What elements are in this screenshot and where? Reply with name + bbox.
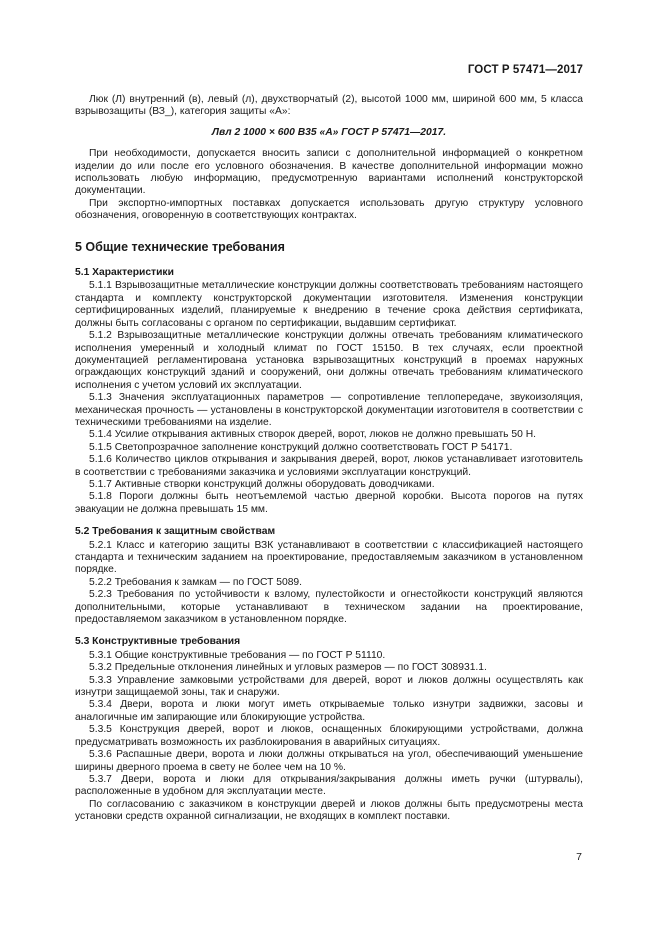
subsection-5-3-title: 5.3 Конструктивные требования	[75, 636, 241, 648]
closing-paragraph: По согласованию с заказчиком в конструкции дверей и люков должны быть предусмотрены места установки средств охранной сигнализации, не входящих в комплект поставки.	[75, 798, 583, 823]
designation-example: Лвл 2 1000 × 600 В35 «А» ГОСТ Р 57471—2017.	[211, 126, 447, 138]
clause-5-3-6: 5.3.6 Распашные двери, ворота и люки должны открываться на угол, обеспечивающий уменьшение ширины дверного проема в свету не более чем на 10 %.	[75, 749, 583, 773]
intro-paragraph-3: При экспортно-импортных поставках допускается использовать другую структуру условного обозначения, оговоренную в соответствующих контрактах.	[75, 197, 583, 222]
clause-5-3-7: 5.3.7 Двери, ворота и люки для открывания/закрывания должны иметь ручки (штурвалы), расположенные в удобном для эксплуатации месте.	[75, 773, 583, 798]
document-body	[75, 94, 583, 824]
clause-5-1-5: 5.1.5 Светопрозрачное заполнение конструкций должно соответствовать ГОСТ Р 54171.	[89, 441, 513, 453]
clause-5-3-5: 5.3.5 Конструкция дверей, ворот и люков, оснащенных блокирующими устройствами, должна предусматривать возможность их разблокирования в аварийных ситуациях.	[75, 724, 583, 748]
clause-5-2-3: 5.2.3 Требования по устойчивости к взлому, пулестойкости и огнестойкости конструкций являются дополнительными, которые устанавливают в техническом задании на проектирование, предоставляемом заказчиком в установленном порядке.	[75, 589, 583, 626]
clause-5-3-2: 5.3.2 Предельные отклонения линейных и угловых размеров — по ГОСТ 308931.1.	[89, 662, 487, 674]
clause-5-2-2: 5.2.2 Требования к замкам — по ГОСТ 5089.	[89, 576, 303, 588]
clause-5-1-3: 5.1.3 Значения эксплуатационных параметров — сопротивление теплопередаче, звукоизоляция, механическая прочность — установлены в конструкторской документации изготовителя в соответствии с техническими требованиями на изделие.	[75, 392, 583, 428]
subsection-5-2-title: 5.2 Требования к защитным свойствам	[75, 526, 276, 538]
clause-5-1-1: 5.1.1 Взрывозащитные металлические конструкции должны соответствовать требованиям настоящего стандарта и комплекту конструкторской документации изготовителя. Изменения конструкции сертифицированных изделий, планируемые к внедрению в течение срока действия сертификата, должны быть согласованы с органом по сертификации, выдавшим сертификат.	[75, 280, 583, 329]
intro-paragraph-1: Люк (Л) внутренний (в), левый (л), двухстворчатый (2), высотой 1000 мм, шириной 600 мм, 5 класса взрывозащиты (ВЗ_), категория защиты «А»:	[75, 94, 583, 118]
subsection-5-1-title: 5.1 Характеристики	[75, 267, 174, 279]
clause-5-2-1: 5.2.1 Класс и категорию защиты ВЗК устанавливают в соответствии с классификацией настоящего стандарта и техническим заданием на проектирование, предоставляемым заказчиком в установленном порядке.	[75, 539, 583, 576]
clause-5-1-8: 5.1.8 Пороги должны быть неотъемлемой частью дверной коробки. Высота порогов на путях эвакуации не должна превышать 15 мм.	[75, 491, 583, 515]
intro-paragraph-2: При необходимости, допускается вносить записи с дополнительной информацией о конкретном изделии до или после его условного обозначения. В качестве дополнительной информации можно использовать любую информацию, предусмотренную вариантами исполнений конструкторской документации.	[75, 148, 583, 197]
clause-5-3-4: 5.3.4 Двери, ворота и люки могут иметь открываемые только изнутри задвижки, засовы и аналогичные им запирающие или блокирующие устройства.	[75, 699, 583, 723]
page-number: 7	[576, 851, 582, 863]
clause-5-1-4: 5.1.4 Усилие открывания активных створок дверей, ворот, люков не должно превышать 50 Н.	[89, 429, 537, 441]
clause-5-3-1: 5.3.1 Общие конструктивные требования — по ГОСТ Р 51110.	[89, 649, 386, 661]
document-code-header: ГОСТ Р 57471—2017	[467, 64, 583, 76]
clause-5-1-7: 5.1.7 Активные створки конструкций должны оборудовать доводчиками.	[89, 478, 435, 490]
clause-5-1-6: 5.1.6 Количество циклов открывания и закрывания дверей, ворот, люков устанавливает изготовитель в соответствии с требованиями заказчика и условиями эксплуатации конструкций.	[75, 454, 583, 478]
clause-5-3-3: 5.3.3 Управление замковыми устройствами для дверей, ворот и люков должны осуществлять как изнутри защищаемой зоны, так и снаружи.	[75, 674, 583, 699]
clause-5-1-2: 5.1.2 Взрывозащитные металлические конструкции должны отвечать требованиям климатического исполнения умеренный и холодный климат по ГОСТ 15150. В тех случаях, если проектной документацией регламентирована установка взрывозащитных конструкций в проемах наружных ограждающих конструкций зданий и сооружений, они должны отвечать требованиям климатического исполнения с учетом условий их эксплуатации.	[75, 330, 583, 391]
section-5-title: 5 Общие технические требования	[75, 239, 285, 254]
